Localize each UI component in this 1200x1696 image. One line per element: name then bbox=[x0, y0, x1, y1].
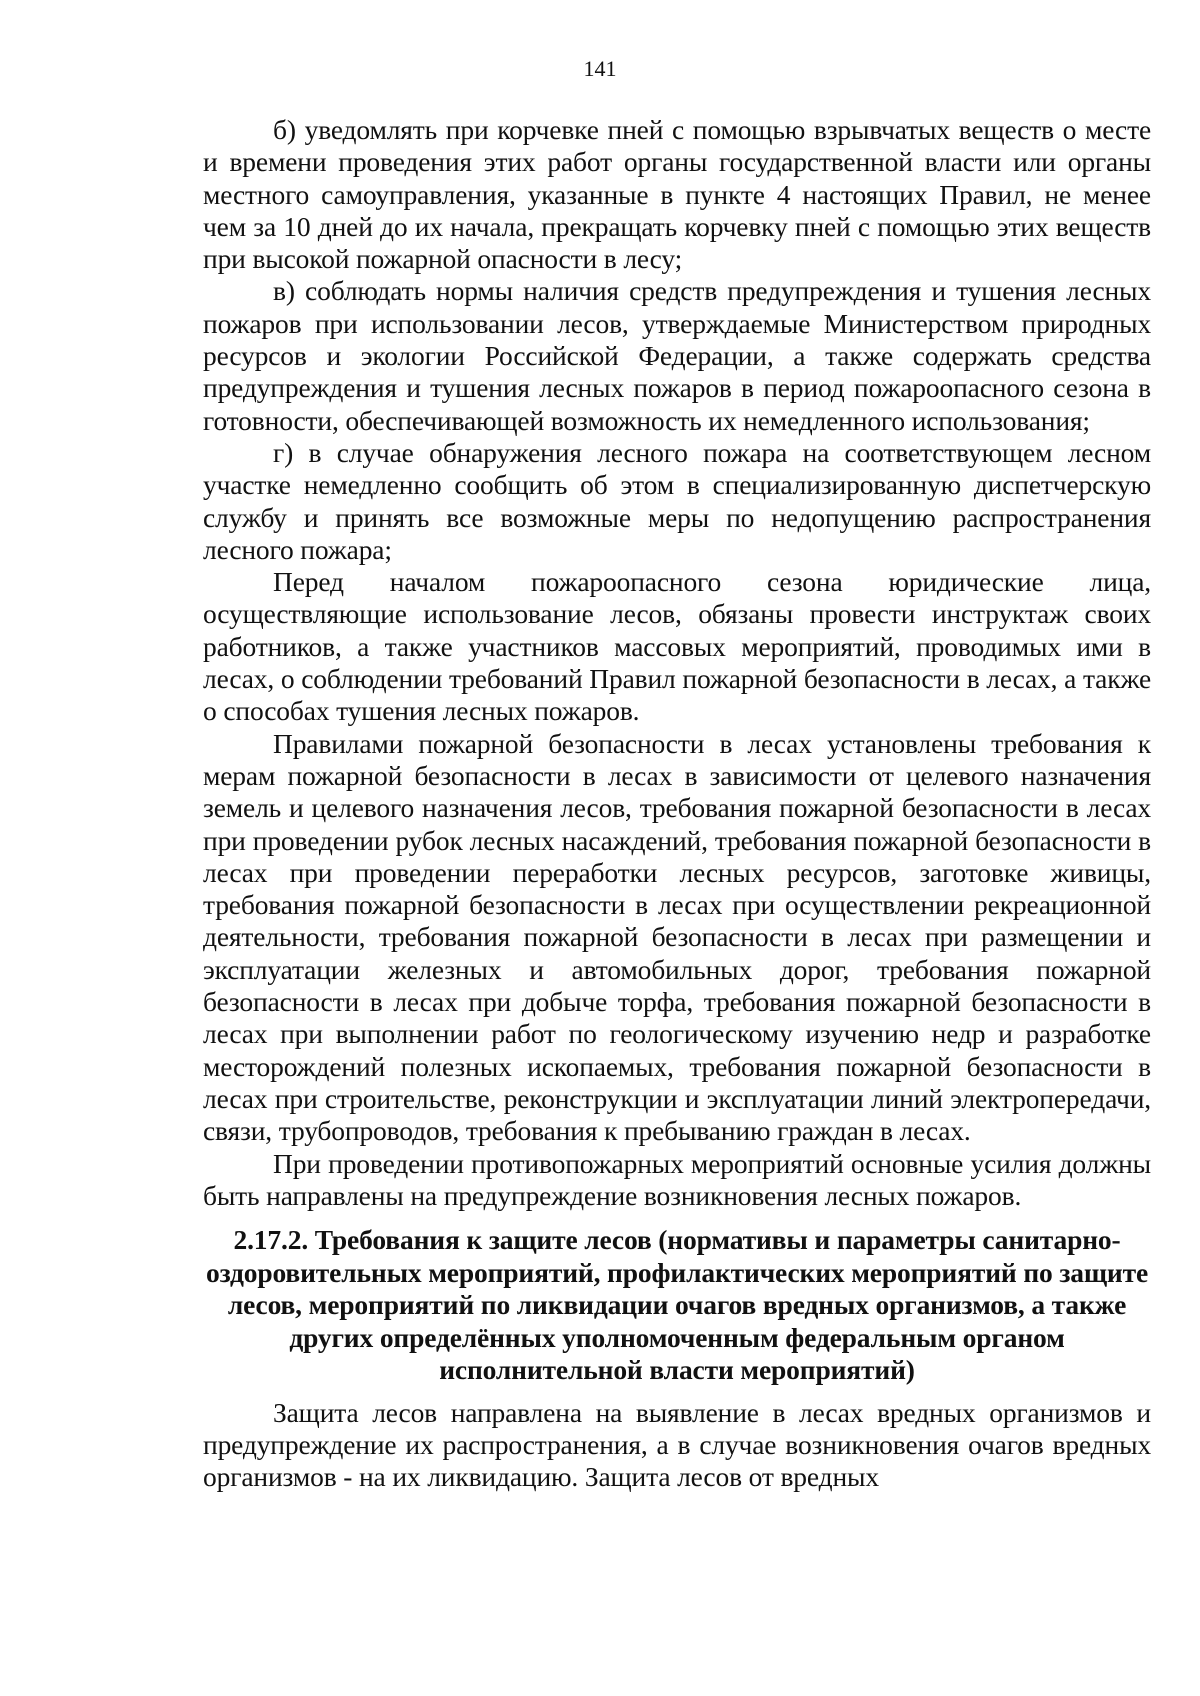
paragraph-g: г) в случае обнаружения лесного пожара на соответствующем лесном участке немедленно сообщить об этом в специализированную диспетчерскую службу и принять все возможные меры по недопущению распространения лесного пожара; bbox=[203, 436, 1151, 565]
paragraph-v: в) соблюдать нормы наличия средств предупреждения и тушения лесных пожаров при использовании лесов, утверждаемые Министерством природных ресурсов и экологии Российской Федерации, а также содержать средства предупреждения и тушения лесных пожаров в период пожароопасного сезона в готовности, обеспечивающей возможность их немедленного использования; bbox=[203, 275, 1151, 436]
paragraph-instruction: Перед началом пожароопасного сезона юридические лица, осуществляющие использование лесов, обязаны провести инструктаж своих работников, а также участников массовых мероприятий, проводимых ими в лесах, о соблюдении требований Правил пожарной безопасности в лесах, а также о способах тушения лесных пожаров. bbox=[203, 566, 1151, 727]
paragraph-b: б) уведомлять при корчевке пней с помощью взрывчатых веществ о месте и времени проведения этих работ органы государственной власти или органы местного самоуправления, указанные в пункте 4 настоящих Правил, не менее чем за 10 дней до их начала, прекращать корчевку пней с помощью этих веществ при высокой пожарной опасности в лесу; bbox=[203, 114, 1151, 275]
page-number: 141 bbox=[583, 56, 617, 81]
document-body bbox=[203, 114, 1151, 1493]
paragraph-fire-measures: При проведении противопожарных мероприятий основные усилия должны быть направлены на предупреждение возникновения лесных пожаров. bbox=[203, 1147, 1151, 1211]
section-heading: 2.17.2. Требования к защите лесов (нормативы и параметры санитарно-оздоровительных мероприятий, профилактических мероприятий по защите лесов, мероприятий по ликвидации очагов вредных организмов, а также других определённых уполномоченным федеральным органом исполнительной власти мероприятий) bbox=[205, 1224, 1149, 1386]
paragraph-forest-protection: Защита лесов направлена на выявление в лесах вредных организмов и предупреждение их распространения, а в случае возникновения очагов вредных организмов - на их ликвидацию. Защита лесов от вредных bbox=[203, 1396, 1151, 1493]
paragraph-fire-rules: Правилами пожарной безопасности в лесах установлены требования к мерам пожарной безопасности в лесах в зависимости от целевого назначения земель и целевого назначения лесов, требования пожарной безопасности в лесах при проведении рубок лесных насаждений, требования пожарной безопасности в лесах при проведении переработки лесных ресурсов, заготовке живицы, требования пожарной безопасности в лесах при осуществлении рекреационной деятельности, требования пожарной безопасности в лесах при размещении и эксплуатации железных и автомобильных дорог, требования пожарной безопасности в лесах при добыче торфа, требования пожарной безопасности в лесах при выполнении работ по геологическому изучению недр и разработке месторождений полезных ископаемых, требования пожарной безопасности в лесах при строительстве, реконструкции и эксплуатации линий электропередачи, связи, трубопроводов, требования к пребыванию граждан в лесах. bbox=[203, 727, 1151, 1147]
